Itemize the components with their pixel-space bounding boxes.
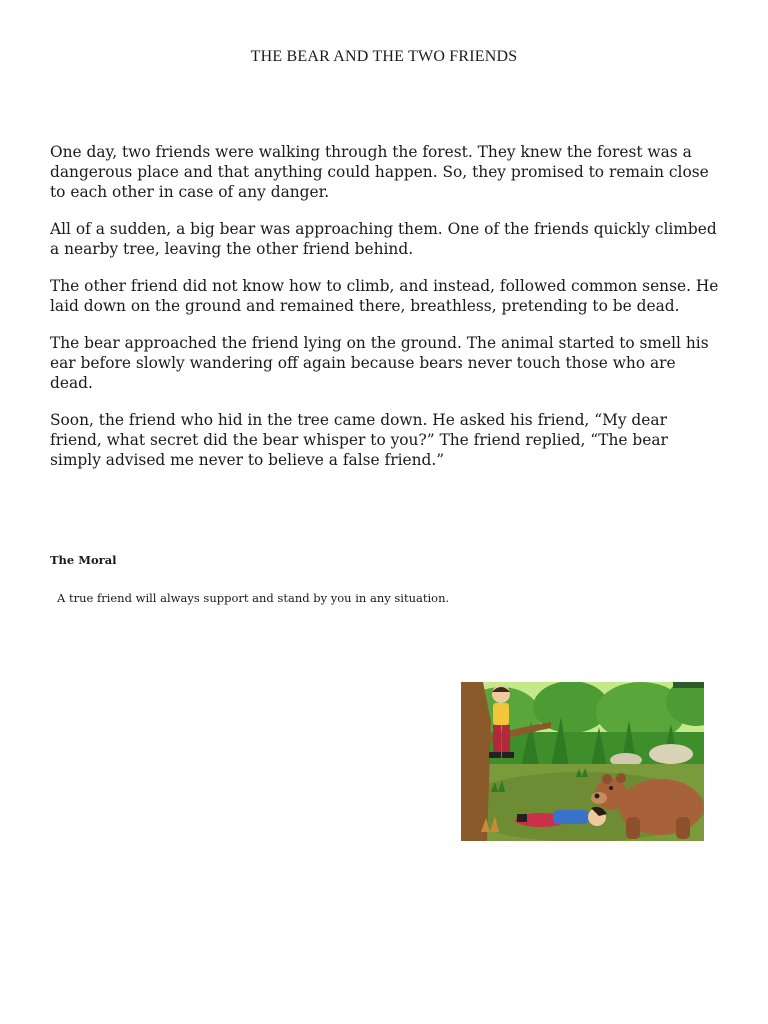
story-illustration [461, 682, 704, 841]
story-paragraph: The bear approached the friend lying on the ground. The animal started to smell his ear before slowly wandering off again because bears never touch those who are dead. [50, 334, 709, 392]
story-paragraph: Soon, the friend who hid in the tree came down. He asked his friend, “My dear friend, what secret did the bear whisper to you?” The friend replied, “The bear simply advised me never to believe a false friend.” [50, 411, 668, 469]
moral-heading: The Moral [50, 553, 117, 567]
story-paragraph: One day, two friends were walking through the forest. They knew the forest was a dangerous place and that anything could happen. So, they promised to remain close to each other in case of any danger. [50, 143, 709, 201]
forest-scene-image [461, 682, 704, 841]
story-paragraph: All of a sudden, a big bear was approaching them. One of the friends quickly climbed a nearby tree, leaving the other friend behind. [50, 220, 717, 258]
story-title: THE BEAR AND THE TWO FRIENDS [250, 48, 518, 65]
story-paragraph: The other friend did not know how to climb, and instead, followed common sense. He laid down on the ground and remained there, breathless, pretending to be dead. [50, 277, 719, 315]
story-body [50, 142, 720, 487]
moral-text: A true friend will always support and stand by you in any situation. [57, 591, 450, 605]
